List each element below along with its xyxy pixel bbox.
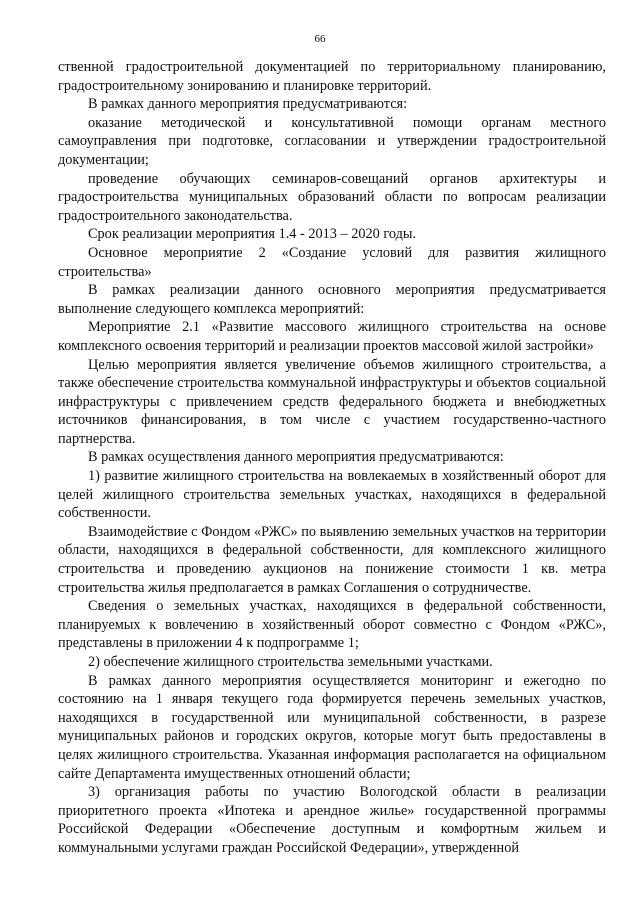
paragraph: В рамках данного мероприятия предусматриваются: — [88, 96, 408, 113]
paragraph: В рамках реализации данного основного мероприятия предусматривается выполнение следующего комплекса мероприятий: — [58, 282, 606, 317]
paragraph: Срок реализации мероприятия 1.4 - 2013 – 2020 годы. — [88, 226, 417, 243]
list-item: 2) обеспечение жилищного строительства земельными участками. — [88, 654, 493, 670]
list-item: 3) организация работы по участию Вологодской области в реализации приоритетного проекта «Ипотека и арендное жилье» государственной программы Российской Федерации «Обеспечение доступным и комфортным жильем и коммунальными услугами граждан Российской Федерации», утвержденной — [58, 784, 606, 856]
section-heading: Основное мероприятие 2 «Создание условий для развития жилищного строительства» — [58, 244, 606, 280]
paragraph: ственной градостроительной документацией по территориальному планированию, градостроительному зонированию и планировке территорий. — [58, 59, 606, 94]
paragraph: проведение обучающих семинаров-совещаний органов архитектуры и градостроительства муниципальных образований области по вопросам реализации градостроительного законодательства. — [58, 170, 606, 224]
paragraph: В рамках данного мероприятия осуществляется мониторинг и ежегодно по состоянию на 1 января текущего года формируется перечень земельных участков, находящихся в государственной или муниципальной собственности, в разрезе муниципальных районов и городских округов, которые могут быть предоставлены в целях жилищного строительства. Указанная информация располагается на официальном сайте Департамента имущественных отношений области; — [58, 672, 606, 782]
paragraph: Сведения о земельных участках, находящихся в федеральной собственности, планируемых к вовлечению в хозяйственный оборот совместно с Фондом «РЖС», представлены в приложении 4 к подпрограмме 1; — [58, 598, 606, 652]
page-number: 66 — [314, 33, 326, 45]
paragraph: Взаимодействие с Фондом «РЖС» по выявлению земельных участков на территории области, находящихся в федеральной собственности, для комплексного жилищного строительства и проведению аукционов на понижение стоимости 1 кв. метра строительства жилья предполагается в рамках Соглашения о сотрудничестве. — [58, 523, 606, 596]
paragraph: оказание методической и консультативной помощи органам местного самоуправления при подготовке, согласовании и утверждении градостроительной документации; — [58, 114, 606, 168]
paragraph: Целью мероприятия является увеличение объемов жилищного строительства, а также обеспечение строительства коммунальной инфраструктуры и объектов социальной инфраструктуры с привлечением средств федерального бюджета и внебюджетных источников финансирования, в том числе с участием государственно-частного партнерства. — [58, 356, 606, 447]
document-body — [58, 58, 606, 858]
subsection-heading: Мероприятие 2.1 «Развитие массового жилищного строительства на основе комплексного освоения территорий и реализации проектов массовой жилой застройки» — [58, 319, 606, 354]
paragraph: В рамках осуществления данного мероприятия предусматриваются: — [88, 449, 504, 466]
list-item: 1) развитие жилищного строительства на вовлекаемых в хозяйственный оборот для целей жилищного строительства земельных участках, находящихся в федеральной собственности. — [58, 468, 606, 522]
